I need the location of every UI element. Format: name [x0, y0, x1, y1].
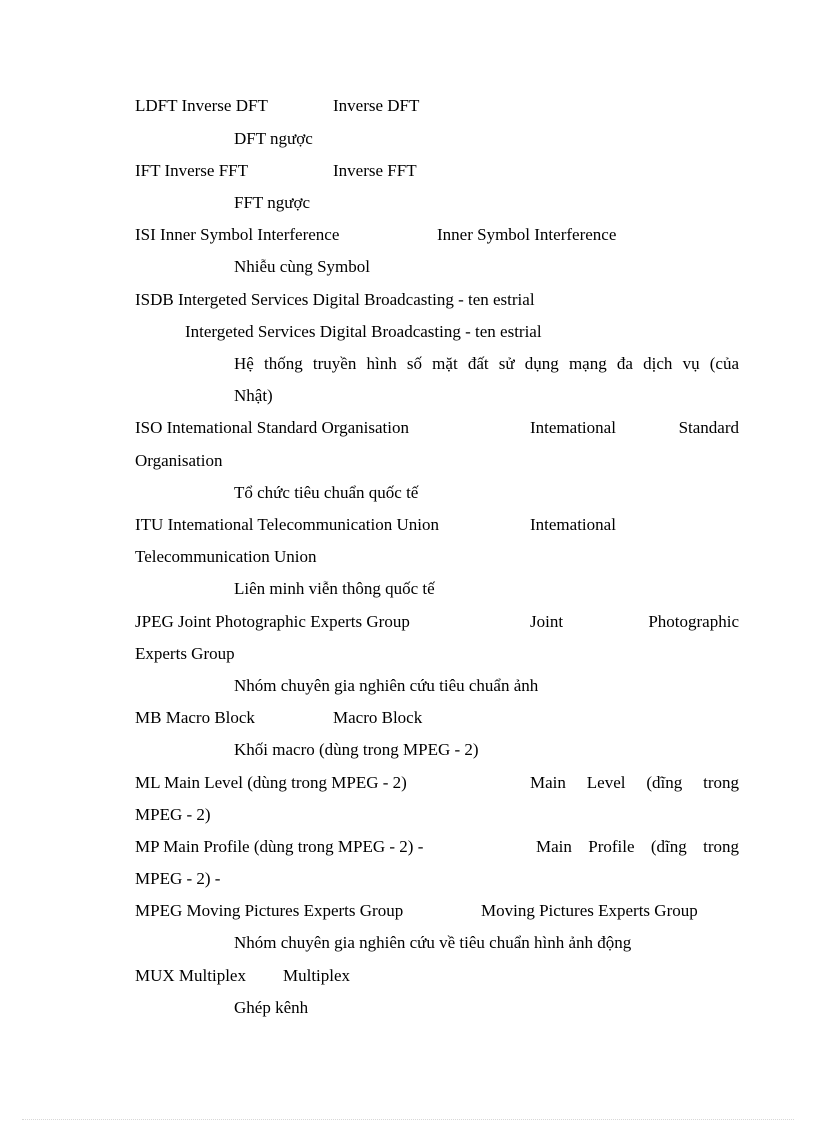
entry-abbr-ml: ML Main Level (dùng trong MPEG - 2) — [135, 773, 407, 792]
entry-english-jpeg — [530, 612, 739, 632]
entry-abbr-mux: MUX Multiplex — [135, 966, 246, 985]
entry-english-iso — [530, 418, 739, 438]
entry-abbr-iso: ISO Intemational Standard Organisation — [135, 418, 409, 437]
entry-english-iso-word: Standard — [678, 418, 739, 437]
entry-english-mp-word: (dĩng — [650, 837, 687, 856]
entry-english-isi: Inner Symbol Interference — [437, 225, 617, 244]
entry-vietnamese-ldft: DFT ngược — [234, 129, 313, 148]
entry-abbr-ldft: LDFT Inverse DFT — [135, 96, 268, 115]
entry-english-itu-cont: Telecommunication Union — [135, 547, 317, 566]
entry-vietnamese-mux: Ghép kênh — [234, 998, 309, 1017]
entry-english-ml-word: Level — [586, 773, 626, 792]
entry-english-mp-word: Main — [536, 837, 572, 856]
entry-english-ml-cont: MPEG - 2) — [135, 805, 211, 824]
entry-abbr-ift: IFT Inverse FFT — [135, 161, 249, 180]
entry-abbr-mp: MP Main Profile (dùng trong MPEG - 2) - — [135, 837, 424, 856]
page-bottom-divider — [22, 1119, 794, 1120]
entry-vietnamese-jpeg: Nhóm chuyên gia nghiên cứu tiêu chuẩn ảnh — [234, 676, 539, 695]
entry-vietnamese-iso: Tổ chức tiêu chuẩn quốc tế — [234, 483, 419, 502]
entry-vietnamese-isdb-line1: Hệ thống truyền hình số mặt đất sử dụng mạng đa dịch vụ (của — [234, 354, 739, 373]
entry-english-jpeg-word: Photographic — [648, 612, 739, 631]
entry-abbr-mb: MB Macro Block — [135, 708, 255, 727]
entry-vietnamese-mpeg: Nhóm chuyên gia nghiên cứu về tiêu chuẩn hình ảnh động — [234, 933, 632, 952]
entry-english-ml — [530, 773, 739, 793]
entry-english-ml-word: Main — [530, 773, 566, 792]
entry-vietnamese-isdb-line2: Nhật) — [234, 386, 273, 405]
entry-english-iso-cont: Organisation — [135, 451, 223, 470]
entry-abbr-isdb: ISDB Intergeted Services Digital Broadcasting - ten estrial — [135, 290, 535, 309]
entry-abbr-itu: ITU Intemational Telecommunication Union — [135, 515, 439, 534]
entry-english-ift: Inverse FFT — [333, 161, 417, 180]
entry-english-mb: Macro Block — [333, 708, 423, 727]
entry-english-mp-cont: MPEG - 2) - — [135, 869, 221, 888]
entry-vietnamese-isi: Nhiễu cùng Symbol — [234, 257, 370, 276]
entry-abbr-isi: ISI Inner Symbol Interference — [135, 225, 340, 244]
entry-english-iso-word: Intemational — [530, 418, 616, 437]
entry-english-mp — [536, 837, 739, 857]
entry-abbr-jpeg: JPEG Joint Photographic Experts Group — [135, 612, 410, 631]
entry-vietnamese-itu: Liên minh viễn thông quốc tế — [234, 579, 435, 598]
entry-english-mp-word: trong — [703, 837, 739, 856]
entry-english-ldft: Inverse DFT — [333, 96, 420, 115]
entry-abbr-mpeg: MPEG Moving Pictures Experts Group — [135, 901, 404, 920]
entry-vietnamese-ift: FFT ngược — [234, 193, 310, 212]
entry-english-mux: Multiplex — [283, 966, 351, 985]
entry-english-mp-word: Profile — [588, 837, 635, 856]
entry-english-ml-word: trong — [703, 773, 739, 792]
entry-english-itu: Intemational — [530, 515, 616, 534]
entry-vietnamese-mb: Khối macro (dùng trong MPEG - 2) — [234, 740, 479, 759]
entry-english-ml-word: (dĩng — [646, 773, 683, 792]
entry-english-isdb: Intergeted Services Digital Broadcasting - ten estrial — [185, 322, 542, 341]
entry-english-mpeg: Moving Pictures Experts Group — [481, 901, 698, 920]
entry-english-jpeg-word: Joint — [530, 612, 564, 631]
entry-english-jpeg-cont: Experts Group — [135, 644, 235, 663]
